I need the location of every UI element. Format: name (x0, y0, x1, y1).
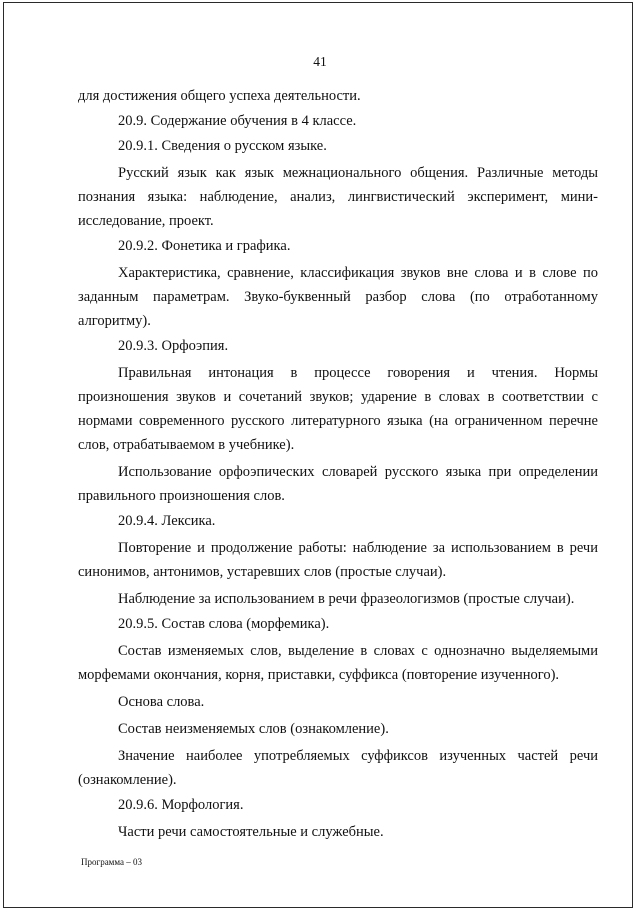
section-heading-20-9-3: 20.9.3. Орфоэпия. (118, 338, 229, 354)
footer-label: Программа – 03 (81, 857, 143, 867)
paragraph-0: для достижения общего успеха деятельности. (78, 88, 361, 104)
paragraph-word-structure: Состав изменяемых слов, выделение в словах с однозначно выделяемыми морфемами окончания, корня, приставки, суффикса (повторение изученного). (78, 643, 598, 683)
section-heading-20-9: 20.9. Содержание обучения в 4 классе. (118, 113, 357, 129)
paragraph-phonetics: Характеристика, сравнение, классификация звуков вне слова и в слове по заданным параметрам. Звуко-буквенный разбор слова (по отработанному алгоритму). (78, 265, 598, 329)
section-heading-20-9-6: 20.9.6. Морфология. (118, 797, 244, 813)
page-number: 41 (313, 54, 327, 69)
paragraph-intonation: Правильная интонация в процессе говорения и чтения. Нормы произношения звуков и сочетаний звуков; ударение в словах в соответствии с нормами современного русского литературного языка (на ограниченном перечне слов, отрабатываемом в учебнике). (78, 365, 598, 453)
paragraph-orthoepic-dictionaries: Использование орфоэпических словарей русского языка при определении правильного произношения слов. (78, 464, 598, 504)
section-heading-20-9-5: 20.9.5. Состав слова (морфемика). (118, 616, 330, 632)
section-heading-20-9-1: 20.9.1. Сведения о русском языке. (118, 138, 327, 154)
paragraph-parts-of-speech: Части речи самостоятельные и служебные. (118, 824, 384, 840)
paragraph-phraseologisms: Наблюдение за использованием в речи фразеологизмов (простые случаи). (118, 591, 575, 607)
section-heading-20-9-2: 20.9.2. Фонетика и графика. (118, 238, 291, 254)
document-body (78, 84, 598, 844)
paragraph-word-stem: Основа слова. (118, 694, 205, 710)
paragraph-lexicon-repetition: Повторение и продолжение работы: наблюдение за использованием в речи синонимов, антонимов, устаревших слов (простые случаи). (78, 540, 598, 580)
paragraph-suffixes: Значение наиболее употребляемых суффиксов изученных частей речи (ознакомление). (78, 748, 598, 788)
paragraph-unchangeable-words: Состав неизменяемых слов (ознакомление). (118, 721, 389, 737)
paragraph-russian-language: Русский язык как язык межнационального общения. Различные методы познания языка: наблюдение, анализ, лингвистический эксперимент, мини-исследование, проект. (78, 165, 598, 229)
section-heading-20-9-4: 20.9.4. Лексика. (118, 513, 216, 529)
